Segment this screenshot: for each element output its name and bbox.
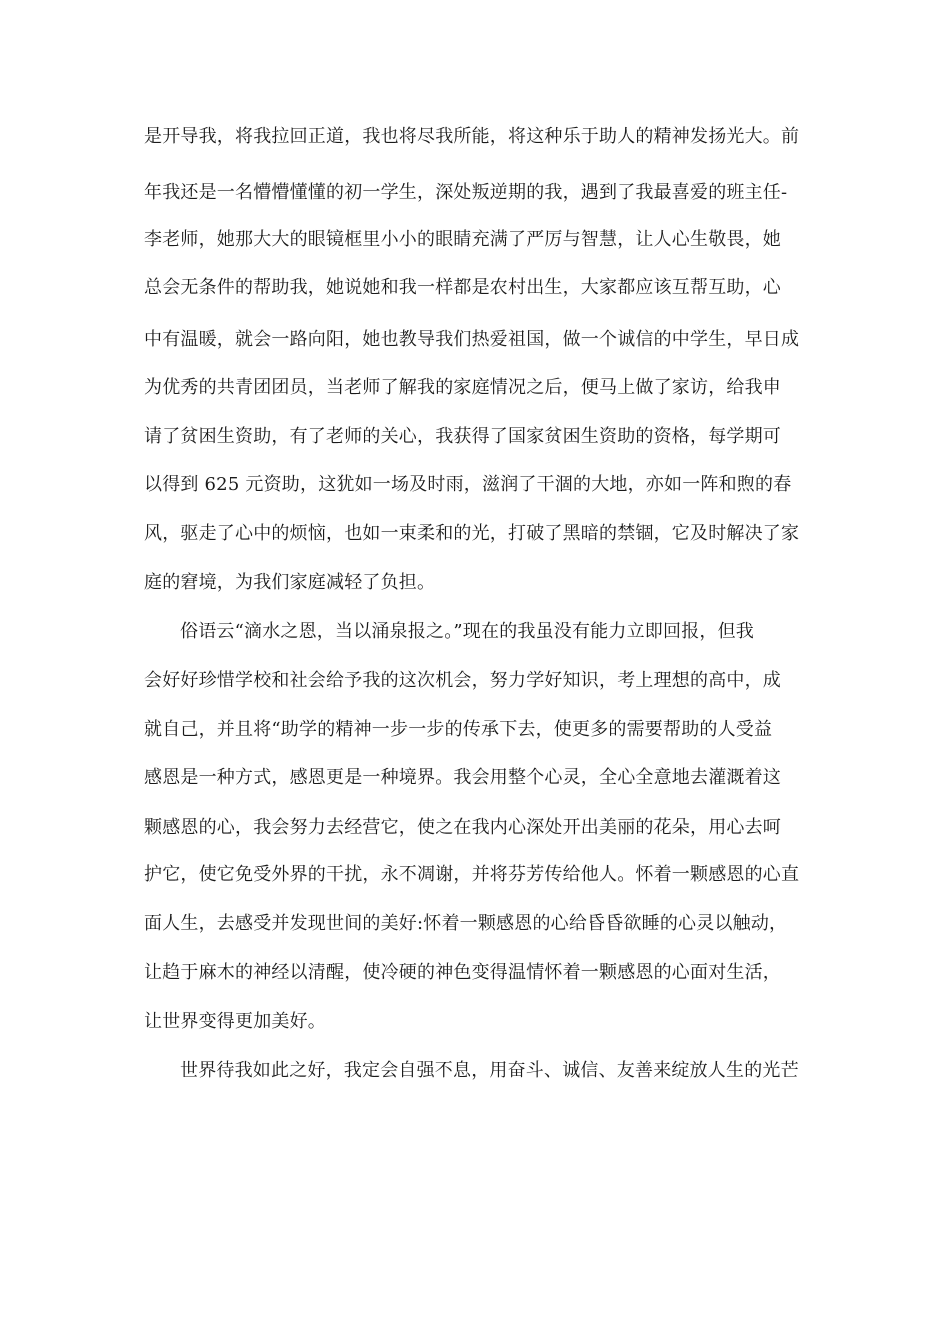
- text-line: 年我还是一名懵懵懂懂的初一学生，深处叛逆期的我，遇到了我最喜爱的班主任-: [144, 182, 788, 203]
- text-line: 庭的窘境，为我们家庭减轻了负担。: [144, 572, 436, 593]
- paragraph-first-line: 俗语云“滴水之恩，当以涌泉报之。”现在的我虽没有能力立即回报，但我: [180, 621, 755, 642]
- paragraph-first-line: 世界待我如此之好，我定会自强不息，用奋斗、诚信、友善来绽放人生的光芒: [180, 1060, 799, 1081]
- text-line: 为优秀的共青团团员，当老师了解我的家庭情况之后，便马上做了家访，给我申: [144, 377, 781, 398]
- text-line: 是开导我，将我拉回正道，我也将尽我所能，将这种乐于助人的精神发扬光大。前: [144, 126, 800, 147]
- text-line: 护它，使它免受外界的干扰，永不凋谢，并将芬芳传给他人。怀着一颗感恩的心直: [144, 864, 800, 885]
- text-line: 就自己，并且将“助学的精神一步一步的传承下去，使更多的需要帮助的人受益: [144, 719, 773, 740]
- text-line: 总会无条件的帮助我，她说她和我一样都是农村出生，大家都应该互帮互助，心: [144, 277, 781, 298]
- text-line: 颗感恩的心，我会努力去经营它，使之在我内心深处开出美丽的花朵，用心去呵: [144, 817, 781, 838]
- text-line: 面人生，去感受并发现世间的美好:怀着一颗感恩的心给昏昏欲睡的心灵以触动，: [144, 913, 788, 934]
- text-line: 让趋于麻木的神经以清醒，使冷硬的神色变得温情怀着一颗感恩的心面对生活，: [144, 962, 781, 983]
- text-line: 以得到 625 元资助，这犹如一场及时雨，滋润了干涸的大地，亦如一阵和煦的春: [144, 474, 792, 495]
- text-line: 感恩是一种方式，感恩更是一种境界。我会用整个心灵，全心全意地去灌溉着这: [144, 767, 781, 788]
- text-line: 会好好珍惜学校和社会给予我的这次机会，努力学好知识，考上理想的高中，成: [144, 670, 781, 691]
- text-line: 李老师，她那大大的眼镜框里小小的眼睛充满了严厉与智慧，让人心生敬畏，她: [144, 229, 781, 250]
- text-line: 风，驱走了心中的烦恼，也如一束柔和的光，打破了黑暗的禁锢，它及时解决了家: [144, 523, 800, 544]
- text-line: 让世界变得更加美好。: [144, 1011, 326, 1032]
- text-line: 请了贫困生资助，有了老师的关心，我获得了国家贫困生资助的资格，每学期可: [144, 426, 781, 447]
- text-line: 中有温暖，就会一路向阳，她也教导我们热爱祖国，做一个诚信的中学生，早日成: [144, 329, 800, 350]
